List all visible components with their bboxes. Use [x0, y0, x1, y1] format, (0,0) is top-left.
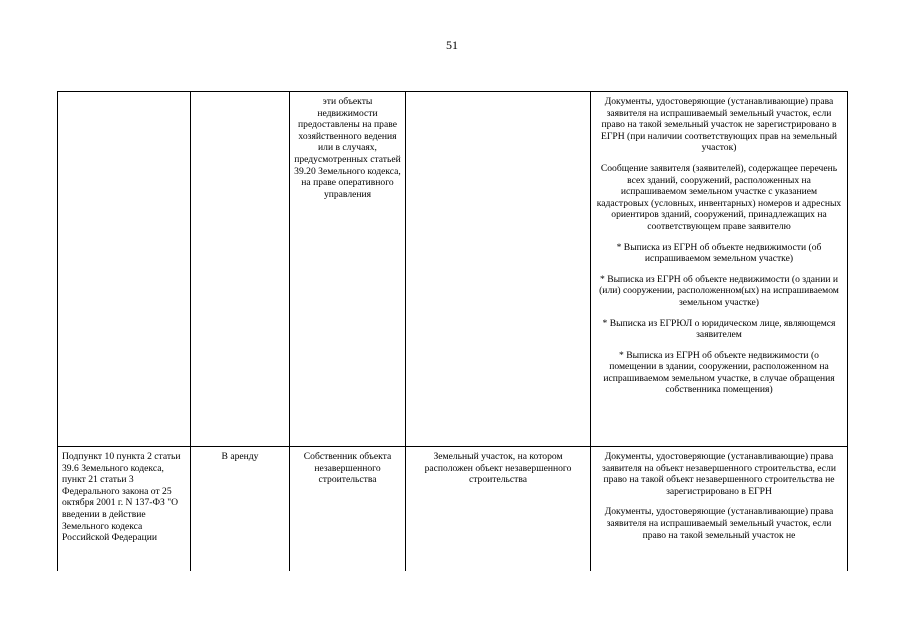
document-item: * Выписка из ЕГРН об объекте недвижимости (о здании и (или) сооружении, расположенном(ых) на испрашиваемом земельном участке) [599, 273, 839, 308]
document-item: Документы, удостоверяющие (устанавливающие) права заявителя на испрашиваемый земельный участок, если право на такой земельный участок не [604, 506, 834, 541]
cell-applicant-text: Собственник объекта незавершенного строительства [303, 451, 392, 486]
cell-type-text: В аренду [221, 451, 259, 462]
cell-documents [591, 92, 848, 447]
cell-basis [58, 447, 191, 572]
cell-land-plot-text: Земельный участок, на котором расположен объект незавершенного строительства [424, 451, 572, 486]
cell-applicant [290, 447, 406, 572]
cell-documents [591, 447, 848, 572]
table-row [58, 447, 848, 572]
document-table [57, 91, 848, 571]
cell-basis [58, 92, 191, 447]
document-item: Сообщение заявителя (заявителей), содержащее перечень всех зданий, сооружений, расположенных на испрашиваемом земельном участке с указанием кадастровых (условных, инвентарных) номеров и адресных ориентиров зданий, сооружений, принадлежащих на соответствующем праве заявителю [596, 162, 842, 232]
cell-land-plot [406, 92, 591, 447]
table-row [58, 92, 848, 447]
cell-applicant: эти объекты недвижимости предоставлены на праве хозяйственного ведения или в случаях, предусмотренных статьей 39.20 Земельного кодекса, на праве оперативного управления [290, 92, 406, 447]
document-item: Документы, удостоверяющие (устанавливающие) права заявителя на объект незавершенного строительства, если право на такой объект незавершенного строительства не зарегистрировано в ЕГРН [602, 451, 836, 497]
page-number: 51 [446, 38, 458, 52]
document-item: * Выписка из ЕГРЮЛ о юридическом лице, являющемся заявителем [602, 317, 836, 341]
cell-type [191, 92, 290, 447]
document-item: Документы, удостоверяющие (устанавливающие) права заявителя на испрашиваемый земельный участок, если право на такой земельный участок не зарегистрировано в ЕГРН (при наличии соответствующих прав на земельный участок) [600, 96, 838, 154]
document-item: * Выписка из ЕГРН об объекте недвижимости (о помещении в здании, сооружении, расположенном на испрашиваемом земельном участке, в случае обращения собственника помещения) [603, 349, 835, 396]
cell-documents-clip [595, 451, 843, 541]
document-item: * Выписка из ЕГРН об объекте недвижимости (об испрашиваемом земельном участке) [616, 241, 822, 265]
cell-land-plot [406, 447, 591, 572]
cell-basis-text: Подпункт 10 пункта 2 статьи 39.6 Земельного кодекса, пункт 21 статьи 3 Федерального закона от 25 октября 2001 г. N 137-ФЗ "О введении в действие Земельного кодекса Российской Федерации [62, 451, 181, 544]
cell-type [191, 447, 290, 572]
